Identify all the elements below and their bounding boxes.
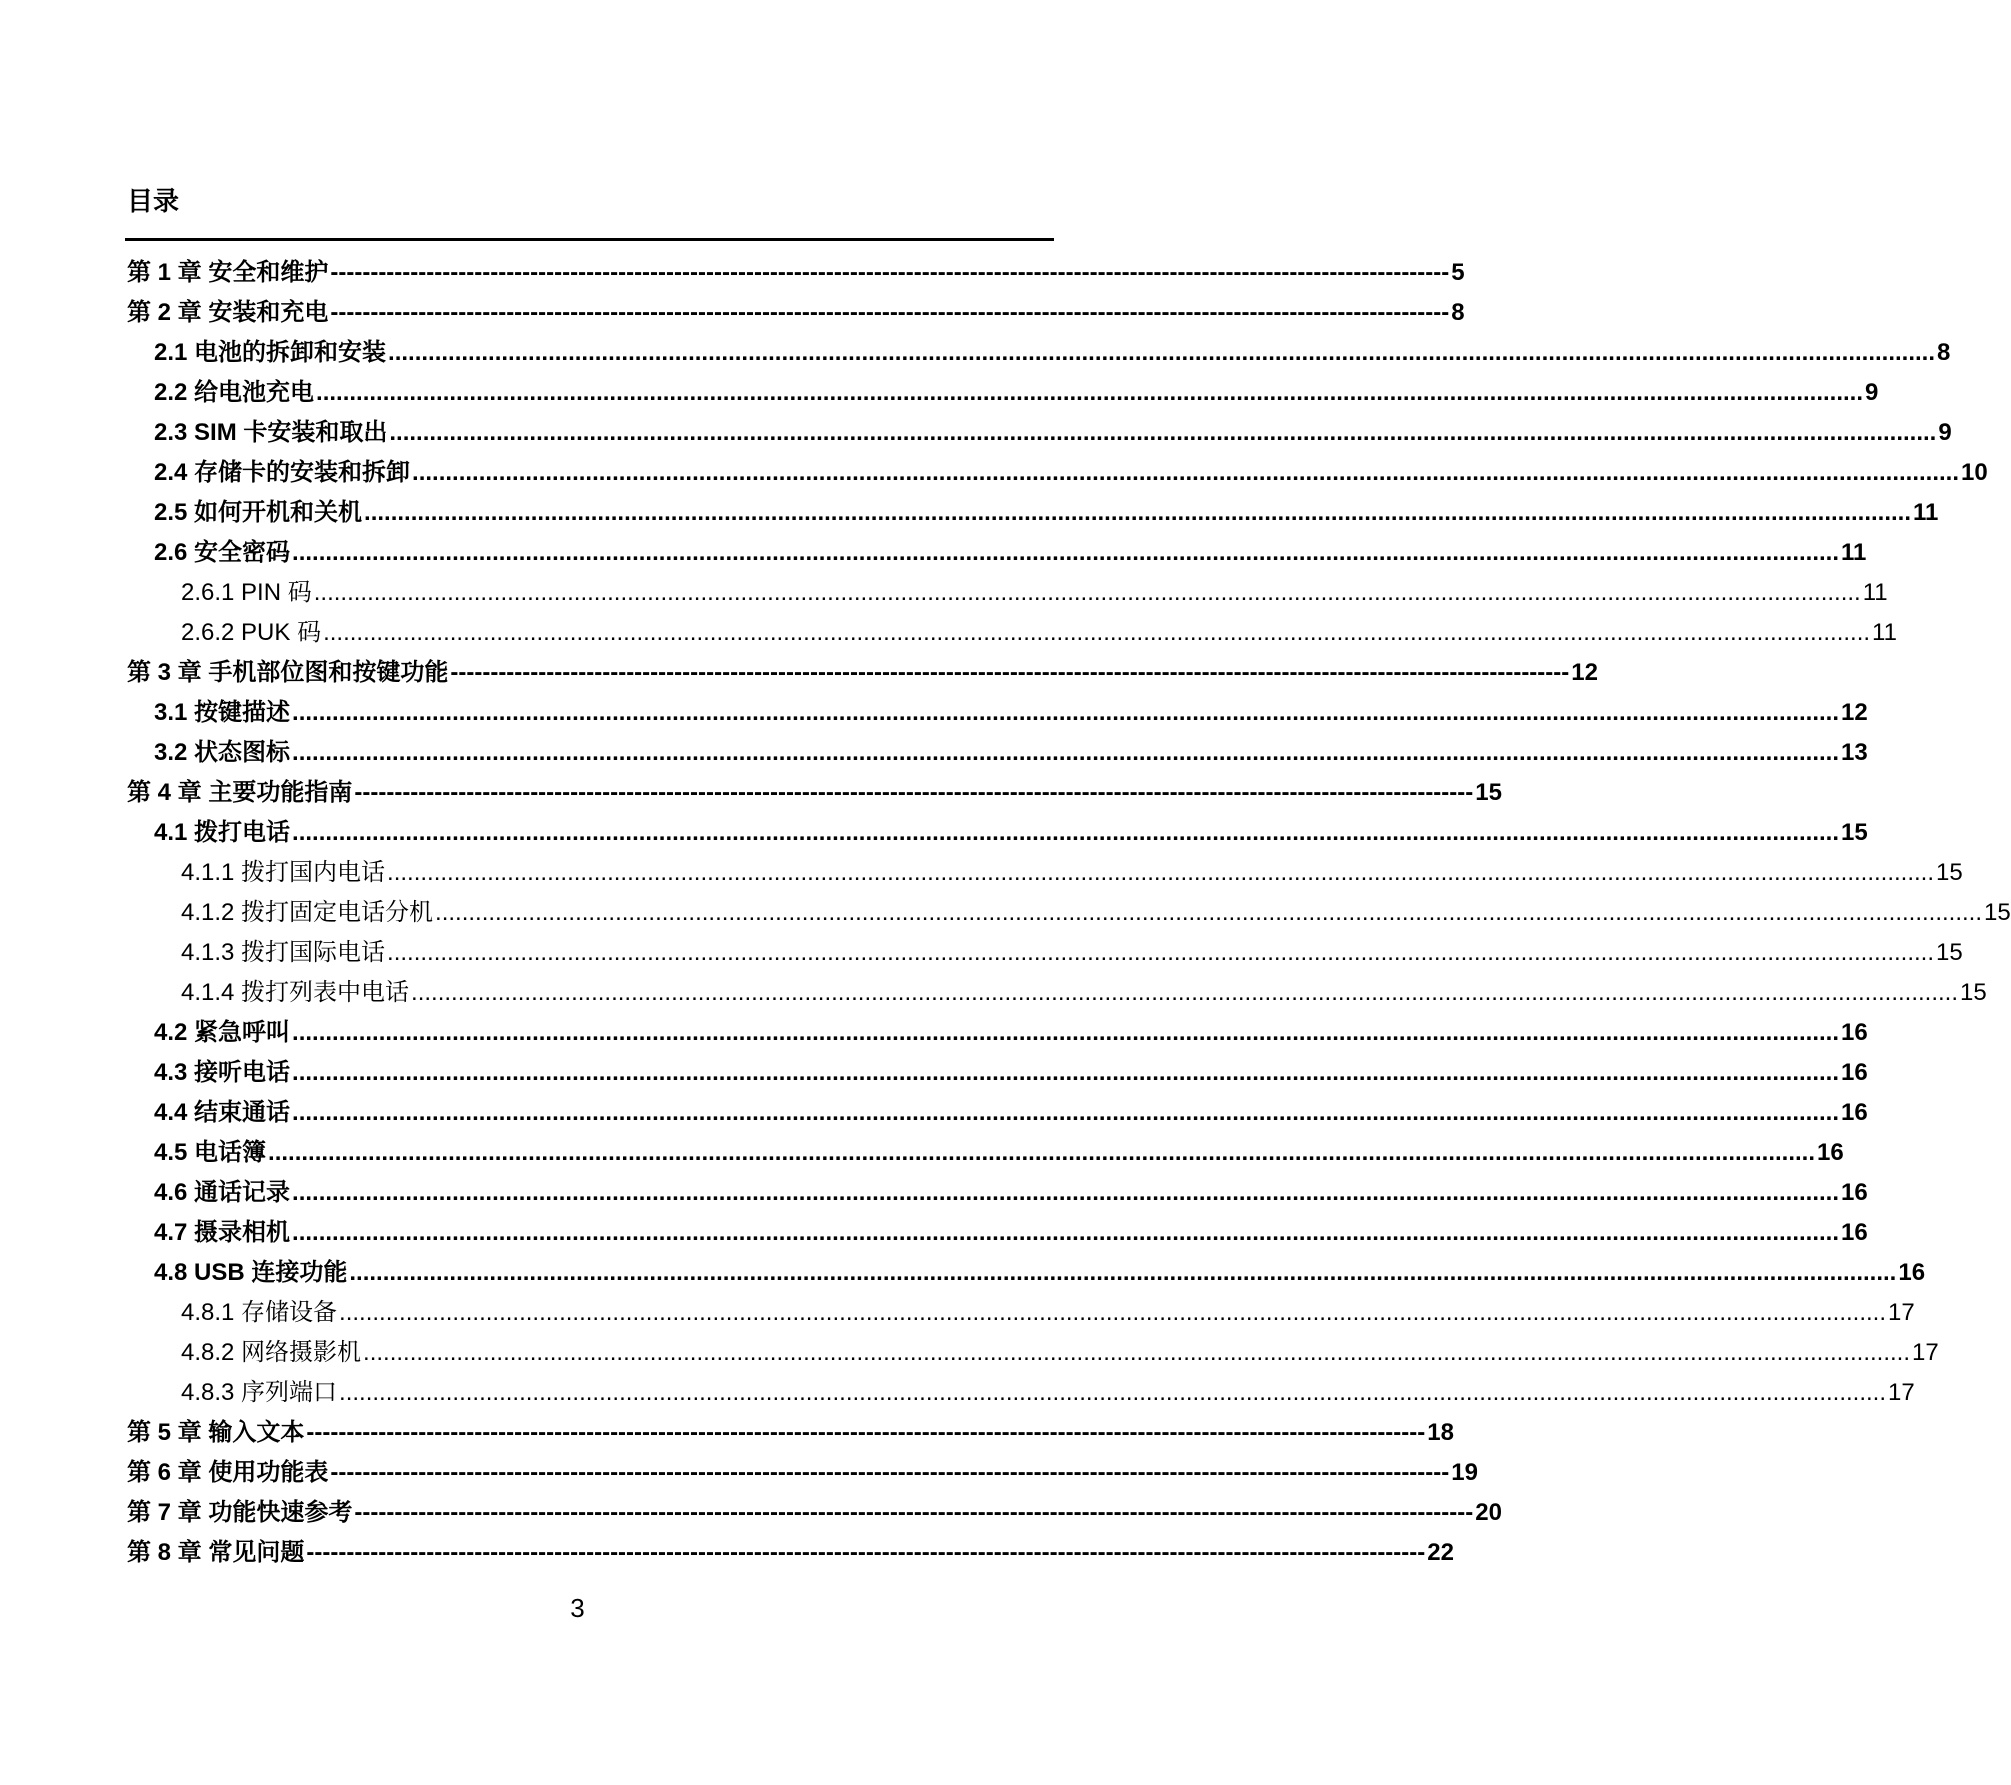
toc-entry-title: 4.6 通话记录 <box>154 1179 291 1206</box>
toc-entry-chapter-3[interactable] <box>127 656 1598 690</box>
toc-leader: -------------------------------------------------------------------------------------------------------------------------------------------- <box>306 1539 1426 1566</box>
toc-entry-title: 第 2 章 安装和充电 <box>127 299 329 326</box>
toc-entry-4-6[interactable] <box>154 1176 1868 1210</box>
toc-entry-title: 第 1 章 安全和维护 <box>127 259 329 286</box>
toc-entry-title: 2.3 SIM 卡安装和取出 <box>154 419 388 446</box>
toc-entry-chapter-1[interactable] <box>127 256 1465 290</box>
toc-entry-title: 第 8 章 常见问题 <box>127 1539 305 1566</box>
toc-entry-title: 4.1.3 拨打国际电话 <box>181 939 386 966</box>
toc-entry-4-2[interactable] <box>154 1016 1868 1050</box>
toc-entry-2-2[interactable] <box>154 376 1879 410</box>
page-title: 目录 <box>127 186 180 216</box>
toc-entry-4-1[interactable] <box>154 816 1868 850</box>
toc-entry-title: 4.8.2 网络摄影机 <box>181 1339 362 1366</box>
toc-leader: ........................................................................................................................................................................................................................................ <box>292 539 1839 566</box>
toc-entry-title: 4.1.1 拨打国内电话 <box>181 859 386 886</box>
toc-entry-title: 3.1 按键描述 <box>154 699 291 726</box>
toc-entry-page: 15 <box>1960 979 1987 1006</box>
toc-entry-4-8-2[interactable] <box>181 1336 1939 1370</box>
toc-entry-page: 12 <box>1841 699 1868 726</box>
toc-entry-page: 17 <box>1888 1299 1915 1326</box>
toc-entry-4-4[interactable] <box>154 1096 1868 1130</box>
toc-leader: -------------------------------------------------------------------------------------------------------------------------------------------- <box>354 779 1474 806</box>
toc-entry-page: 11 <box>1862 579 1888 606</box>
toc-entry-title: 2.6 安全密码 <box>154 539 291 566</box>
toc-entry-title: 2.4 存储卡的安装和拆卸 <box>154 459 411 486</box>
toc-entry-3-2[interactable] <box>154 736 1868 770</box>
toc-entry-2-6-1[interactable] <box>181 576 1888 610</box>
toc-entry-page: 5 <box>1451 259 1465 286</box>
toc-leader: -------------------------------------------------------------------------------------------------------------------------------------------- <box>354 1499 1474 1526</box>
toc-entry-4-8-1[interactable] <box>181 1296 1915 1330</box>
toc-entry-4-1-1[interactable] <box>181 856 1963 890</box>
toc-entry-page: 22 <box>1427 1539 1454 1566</box>
toc-entry-page: 11 <box>1841 539 1867 566</box>
toc-entry-page: 15 <box>1475 779 1502 806</box>
toc-entry-2-3[interactable] <box>154 416 1952 450</box>
toc-leader: ........................................................................................................................................................................................................................................ <box>316 379 1863 406</box>
toc-leader: ........................................................................................................................................................................................................................................ <box>292 739 1839 766</box>
toc-entry-4-8[interactable] <box>154 1256 1926 1290</box>
toc-leader: -------------------------------------------------------------------------------------------------------------------------------------------- <box>330 1459 1450 1486</box>
toc-leader: ........................................................................................................................................................................................................................................ <box>435 899 1983 926</box>
toc-entry-page: 16 <box>1841 1059 1868 1086</box>
toc-entry-chapter-4[interactable] <box>127 776 1502 810</box>
toc-entry-page: 16 <box>1817 1139 1844 1166</box>
toc-entry-page: 17 <box>1888 1379 1915 1406</box>
toc-leader: ........................................................................................................................................................................................................................................ <box>389 419 1937 446</box>
toc-entry-chapter-5[interactable] <box>127 1416 1454 1450</box>
toc-entry-page: 12 <box>1571 659 1598 686</box>
toc-entry-page: 18 <box>1427 1419 1454 1446</box>
toc-entry-page: 15 <box>1936 859 1963 886</box>
toc-entry-page: 13 <box>1841 739 1868 766</box>
toc-entry-title: 4.3 接听电话 <box>154 1059 291 1086</box>
toc-entry-title: 3.2 状态图标 <box>154 739 291 766</box>
toc-entry-title: 4.8.3 序列端口 <box>181 1379 338 1406</box>
toc-entry-chapter-8[interactable] <box>127 1536 1454 1570</box>
toc-entry-page: 11 <box>1913 499 1939 526</box>
toc-leader: ........................................................................................................................................................................................................................................ <box>292 819 1839 846</box>
toc-entry-2-6-2[interactable] <box>181 616 1897 650</box>
toc-leader: -------------------------------------------------------------------------------------------------------------------------------------------- <box>306 1419 1426 1446</box>
toc-entry-page: 8 <box>1937 339 1951 366</box>
toc-entry-chapter-2[interactable] <box>127 296 1465 330</box>
toc-entry-title: 2.6.2 PUK 码 <box>181 619 322 646</box>
toc-entry-chapter-6[interactable] <box>127 1456 1478 1490</box>
toc-entry-2-6[interactable] <box>154 536 1867 570</box>
toc-entry-page: 20 <box>1475 1499 1502 1526</box>
toc-leader: ........................................................................................................................................................................................................................................ <box>387 859 1935 886</box>
toc-leader: ........................................................................................................................................................................................................................................ <box>292 1179 1839 1206</box>
toc-entry-page: 16 <box>1841 1179 1868 1206</box>
toc-leader: ........................................................................................................................................................................................................................................ <box>268 1139 1815 1166</box>
toc-entry-page: 16 <box>1841 1019 1868 1046</box>
toc-entry-title: 第 7 章 功能快速参考 <box>127 1499 353 1526</box>
toc-entry-3-1[interactable] <box>154 696 1868 730</box>
toc-leader: ........................................................................................................................................................................................................................................ <box>292 699 1839 726</box>
toc-entry-title: 4.8.1 存储设备 <box>181 1299 338 1326</box>
toc-leader: ........................................................................................................................................................................................................................................ <box>292 1019 1839 1046</box>
toc-entry-title: 4.4 结束通话 <box>154 1099 291 1126</box>
toc-entry-title: 4.1.2 拨打固定电话分机 <box>181 899 434 926</box>
toc-entry-title: 4.1 拨打电话 <box>154 819 291 846</box>
toc-entry-title: 4.5 电话簿 <box>154 1139 267 1166</box>
toc-entry-title: 第 4 章 主要功能指南 <box>127 779 353 806</box>
toc-entry-chapter-7[interactable] <box>127 1496 1502 1530</box>
toc-entry-title: 第 6 章 使用功能表 <box>127 1459 329 1486</box>
toc-leader: ........................................................................................................................................................................................................................................ <box>349 1259 1897 1286</box>
toc-leader: ........................................................................................................................................................................................................................................ <box>412 459 1959 486</box>
toc-leader: -------------------------------------------------------------------------------------------------------------------------------------------- <box>330 299 1450 326</box>
toc-entry-2-4[interactable] <box>154 456 1988 490</box>
toc-leader: ........................................................................................................................................................................................................................................ <box>339 1379 1887 1406</box>
toc-leader: ........................................................................................................................................................................................................................................ <box>387 939 1935 966</box>
toc-entry-page: 16 <box>1841 1099 1868 1126</box>
toc-leader: ........................................................................................................................................................................................................................................ <box>292 1059 1839 1086</box>
toc-entry-4-1-3[interactable] <box>181 936 1963 970</box>
toc-entry-title: 第 5 章 输入文本 <box>127 1419 305 1446</box>
toc-entry-4-7[interactable] <box>154 1216 1868 1250</box>
toc-leader: ........................................................................................................................................................................................................................................ <box>313 579 1861 606</box>
toc-entry-title: 2.2 给电池充电 <box>154 379 315 406</box>
toc-leader: ........................................................................................................................................................................................................................................ <box>292 1219 1839 1246</box>
toc-entry-page: 8 <box>1451 299 1465 326</box>
toc-leader: ........................................................................................................................................................................................................................................ <box>411 979 1959 1006</box>
toc-entry-title: 4.7 摄录相机 <box>154 1219 291 1246</box>
toc-entry-title: 2.5 如何开机和关机 <box>154 499 363 526</box>
toc-leader: -------------------------------------------------------------------------------------------------------------------------------------------- <box>450 659 1570 686</box>
page-number: 3 <box>570 1593 585 1623</box>
toc-entry-page: 16 <box>1841 1219 1868 1246</box>
toc-entry-page: 9 <box>1865 379 1879 406</box>
toc-entry-title: 第 3 章 手机部位图和按键功能 <box>127 659 449 686</box>
toc-leader: ........................................................................................................................................................................................................................................ <box>292 1099 1839 1126</box>
toc-entry-2-5[interactable] <box>154 496 1939 530</box>
toc-leader: ........................................................................................................................................................................................................................................ <box>323 619 1871 646</box>
toc-entry-title: 4.2 紧急呼叫 <box>154 1019 291 1046</box>
toc-leader: -------------------------------------------------------------------------------------------------------------------------------------------- <box>330 259 1450 286</box>
toc-leader: ........................................................................................................................................................................................................................................ <box>388 339 1935 366</box>
toc-entry-page: 10 <box>1961 459 1988 486</box>
toc-entry-4-3[interactable] <box>154 1056 1868 1090</box>
toc-entry-page: 15 <box>1936 939 1963 966</box>
toc-entry-page: 15 <box>1984 899 2011 926</box>
toc-leader: ........................................................................................................................................................................................................................................ <box>339 1299 1887 1326</box>
toc-entry-2-1[interactable] <box>154 336 1951 370</box>
toc-entry-page: 17 <box>1912 1339 1939 1366</box>
toc-entry-4-1-4[interactable] <box>181 976 1987 1010</box>
toc-entry-title: 2.1 电池的拆卸和安装 <box>154 339 387 366</box>
toc-leader: ........................................................................................................................................................................................................................................ <box>363 1339 1911 1366</box>
toc-entry-4-5[interactable] <box>154 1136 1844 1170</box>
toc-leader: ........................................................................................................................................................................................................................................ <box>364 499 1911 526</box>
toc-entry-4-1-2[interactable] <box>181 896 2011 930</box>
toc-entry-title: 4.1.4 拨打列表中电话 <box>181 979 410 1006</box>
toc-entry-page: 19 <box>1451 1459 1478 1486</box>
toc-entry-page: 9 <box>1938 419 1952 446</box>
toc-entry-4-8-3[interactable] <box>181 1376 1915 1410</box>
toc-entry-page: 11 <box>1872 619 1897 646</box>
toc-entry-page: 15 <box>1841 819 1868 846</box>
toc-entry-title: 2.6.1 PIN 码 <box>181 579 312 606</box>
toc-entry-title: 4.8 USB 连接功能 <box>154 1259 348 1286</box>
toc-entry-page: 16 <box>1898 1259 1926 1286</box>
